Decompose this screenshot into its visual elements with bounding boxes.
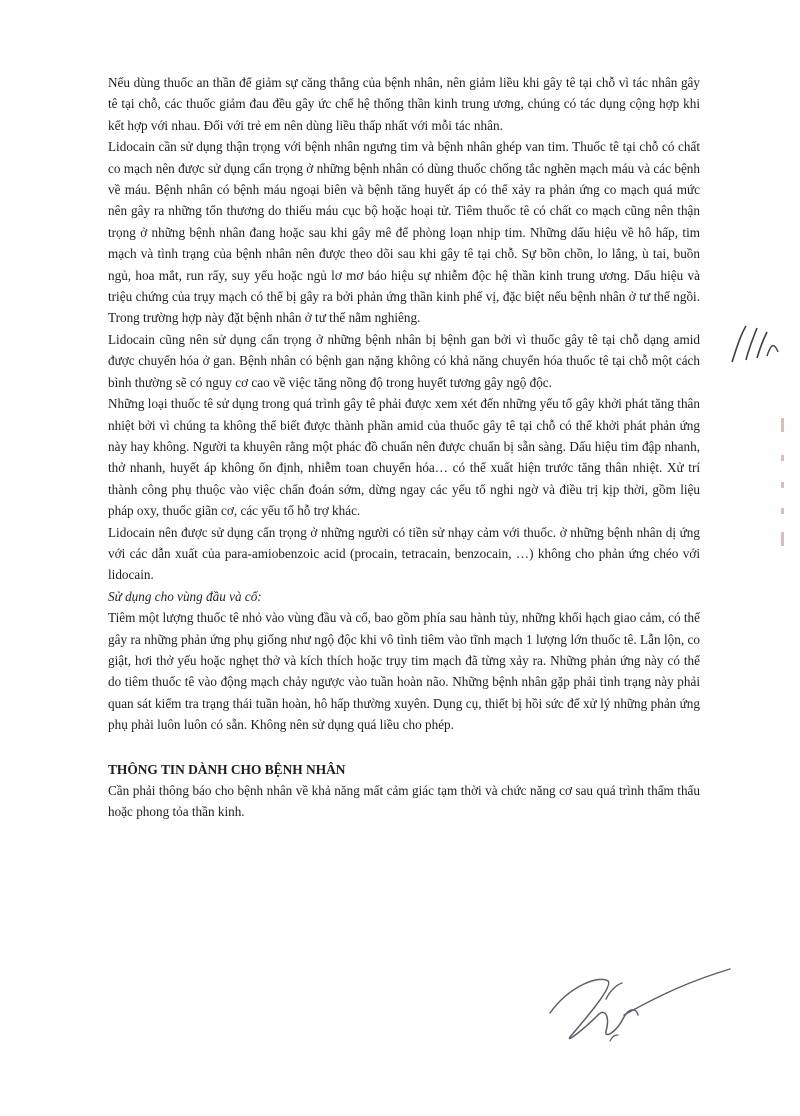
edge-mark [781, 455, 784, 461]
paragraph-cardiac-caution: Lidocain cần sử dụng thận trọng với bệnh nhân ngưng tim và bệnh nhân ghép van tim. Thuốc tê tại chỗ có chất co mạch nên được sử dụng cẩn trọng ở những bệnh nhân có dùng thuốc chống tắc nghẽn mạch máu và các bệnh về máu. Bệnh nhân có bệnh máu ngoại biên và bệnh tăng huyết áp có thể xảy ra phản ứng co mạch quá mức nên gây ra những tổn thương do thiếu máu cục bộ hoặc hoại tử. Tiêm thuốc tê có chất co mạch cũng nên thận trọng ở những bệnh nhân đang hoặc sau khi gây mê để phòng loạn nhịp tim. Những dấu hiệu về hô hấp, tim mạch và tình trạng của bệnh nhân nên được theo dõi sau khi gây tê tại chỗ. Sự bồn chồn, lo lắng, ù tai, buồn ngủ, hoa mắt, run rẩy, suy yếu hoặc ngủ lơ mơ báo hiệu sự nhiễm độc hệ thần kinh trung ương. Dấu hiệu và triệu chứng của trụy mạch có thể bị gây ra bởi phản ứng thần kinh phế vị, đặc biệt nếu bệnh nhân ở tư thế ngồi. Trong trường hợp này đặt bệnh nhân ở tư thế nằm nghiêng. [108, 139, 700, 326]
head-neck-subheading: Sử dụng cho vùng đầu và cổ: [108, 588, 262, 604]
paragraph-sedative-dose: Nếu dùng thuốc an thần để giảm sự căng thẳng của bệnh nhân, nên giảm liều khi gây tê tại chỗ vì tác nhân gây tê tại chỗ, các thuốc giảm đau đều gây ức chế hệ thống thần kinh trung ương, chúng có tác dụng cộng hợp khi kết hợp với nhau. Đối với trẻ em nên dùng liều thấp nhất với mỗi tác nhân. [108, 75, 700, 133]
patient-info-paragraph: Cần phải thông báo cho bệnh nhân về khả năng mất cảm giác tạm thời và chức năng cơ sau quá trình thẩm thấu hoặc phong tỏa thần kinh. [108, 783, 700, 820]
edge-mark [781, 532, 784, 546]
head-neck-paragraph: Tiêm một lượng thuốc tê nhỏ vào vùng đầu và cổ, bao gồm phía sau hành tủy, những khối hạch giao cảm, có thể gây ra những phản ứng phụ giống như ngộ độc khi vô tình tiêm vào tĩnh mạch 1 lượng lớn thuốc tê. Lẫn lộn, co giật, hơi thở yếu hoặc nghẹt thở và kích thích hoặc trụy tim mạch đã từng xảy ra. Những phản ứng này có thể do tiêm thuốc tê vào động mạch chảy ngược vào tuần hoàn não. Những bệnh nhân gặp phải tình trạng này phải quan sát kiểm tra trạng thái tuần hoàn, hô hấp thường xuyên. Dụng cụ, thiết bị hồi sức để xử lý những phản ứng phụ phải luôn luôn có sẵn. Không nên sử dụng quá liều cho phép. [108, 610, 701, 733]
paragraph-liver-caution: Lidocain cũng nên sử dụng cẩn trọng ở những bệnh nhân bị bệnh gan bởi vì thuốc gây tê tại chỗ dạng amid được chuyển hóa ở gan. Bệnh nhân có bệnh gan nặng không có khả năng chuyển hóa thuốc tê tại chỗ một cách bình thường sẽ có nguy cơ cao về việc tăng nồng độ trong huyết tương gây ngộ độc. [108, 331, 700, 390]
signature-image [540, 955, 740, 1047]
edge-mark [781, 418, 784, 432]
margin-initial-mark [726, 318, 786, 366]
patient-info-heading: THÔNG TIN DÀNH CHO BỆNH NHÂN [108, 761, 346, 777]
paragraph-hyperthermia: Những loại thuốc tê sử dụng trong quá trình gây tê phải được xem xét đến những yếu tố gây khởi phát tăng thân nhiệt bởi vì chúng ta không thể biết được thành phần amid của thuốc gây tê tại chỗ có thể khởi phát phản ứng này hay không. Người ta khuyên rằng một phác đồ chuẩn nên được chuẩn bị sẵn sàng. Dấu hiệu tim đập nhanh, thở nhanh, huyết áp không ổn định, nhiễm toan chuyển hóa… có thể xuất hiện trước tăng thân nhiệt. Xử trí thành công phụ thuộc vào việc chẩn đoán sớm, dừng ngay các yếu tố nghi ngờ và điều trị kịp thời, gồm liệu pháp oxy, thuốc giãn cơ, các yếu tố hỗ trợ khác. [108, 396, 700, 519]
paragraph-sensitivity: Lidocain nên được sử dụng cẩn trọng ở những người có tiền sử nhạy cảm với thuốc. ở những bệnh nhân dị ứng với các dẫn xuất của para-amiobenzoic acid (procain, tetracain, benzocain, …) không cho phản ứng chéo với lidocain. [108, 524, 700, 583]
edge-mark [781, 508, 784, 514]
document-body [108, 72, 700, 823]
edge-mark [781, 482, 784, 488]
